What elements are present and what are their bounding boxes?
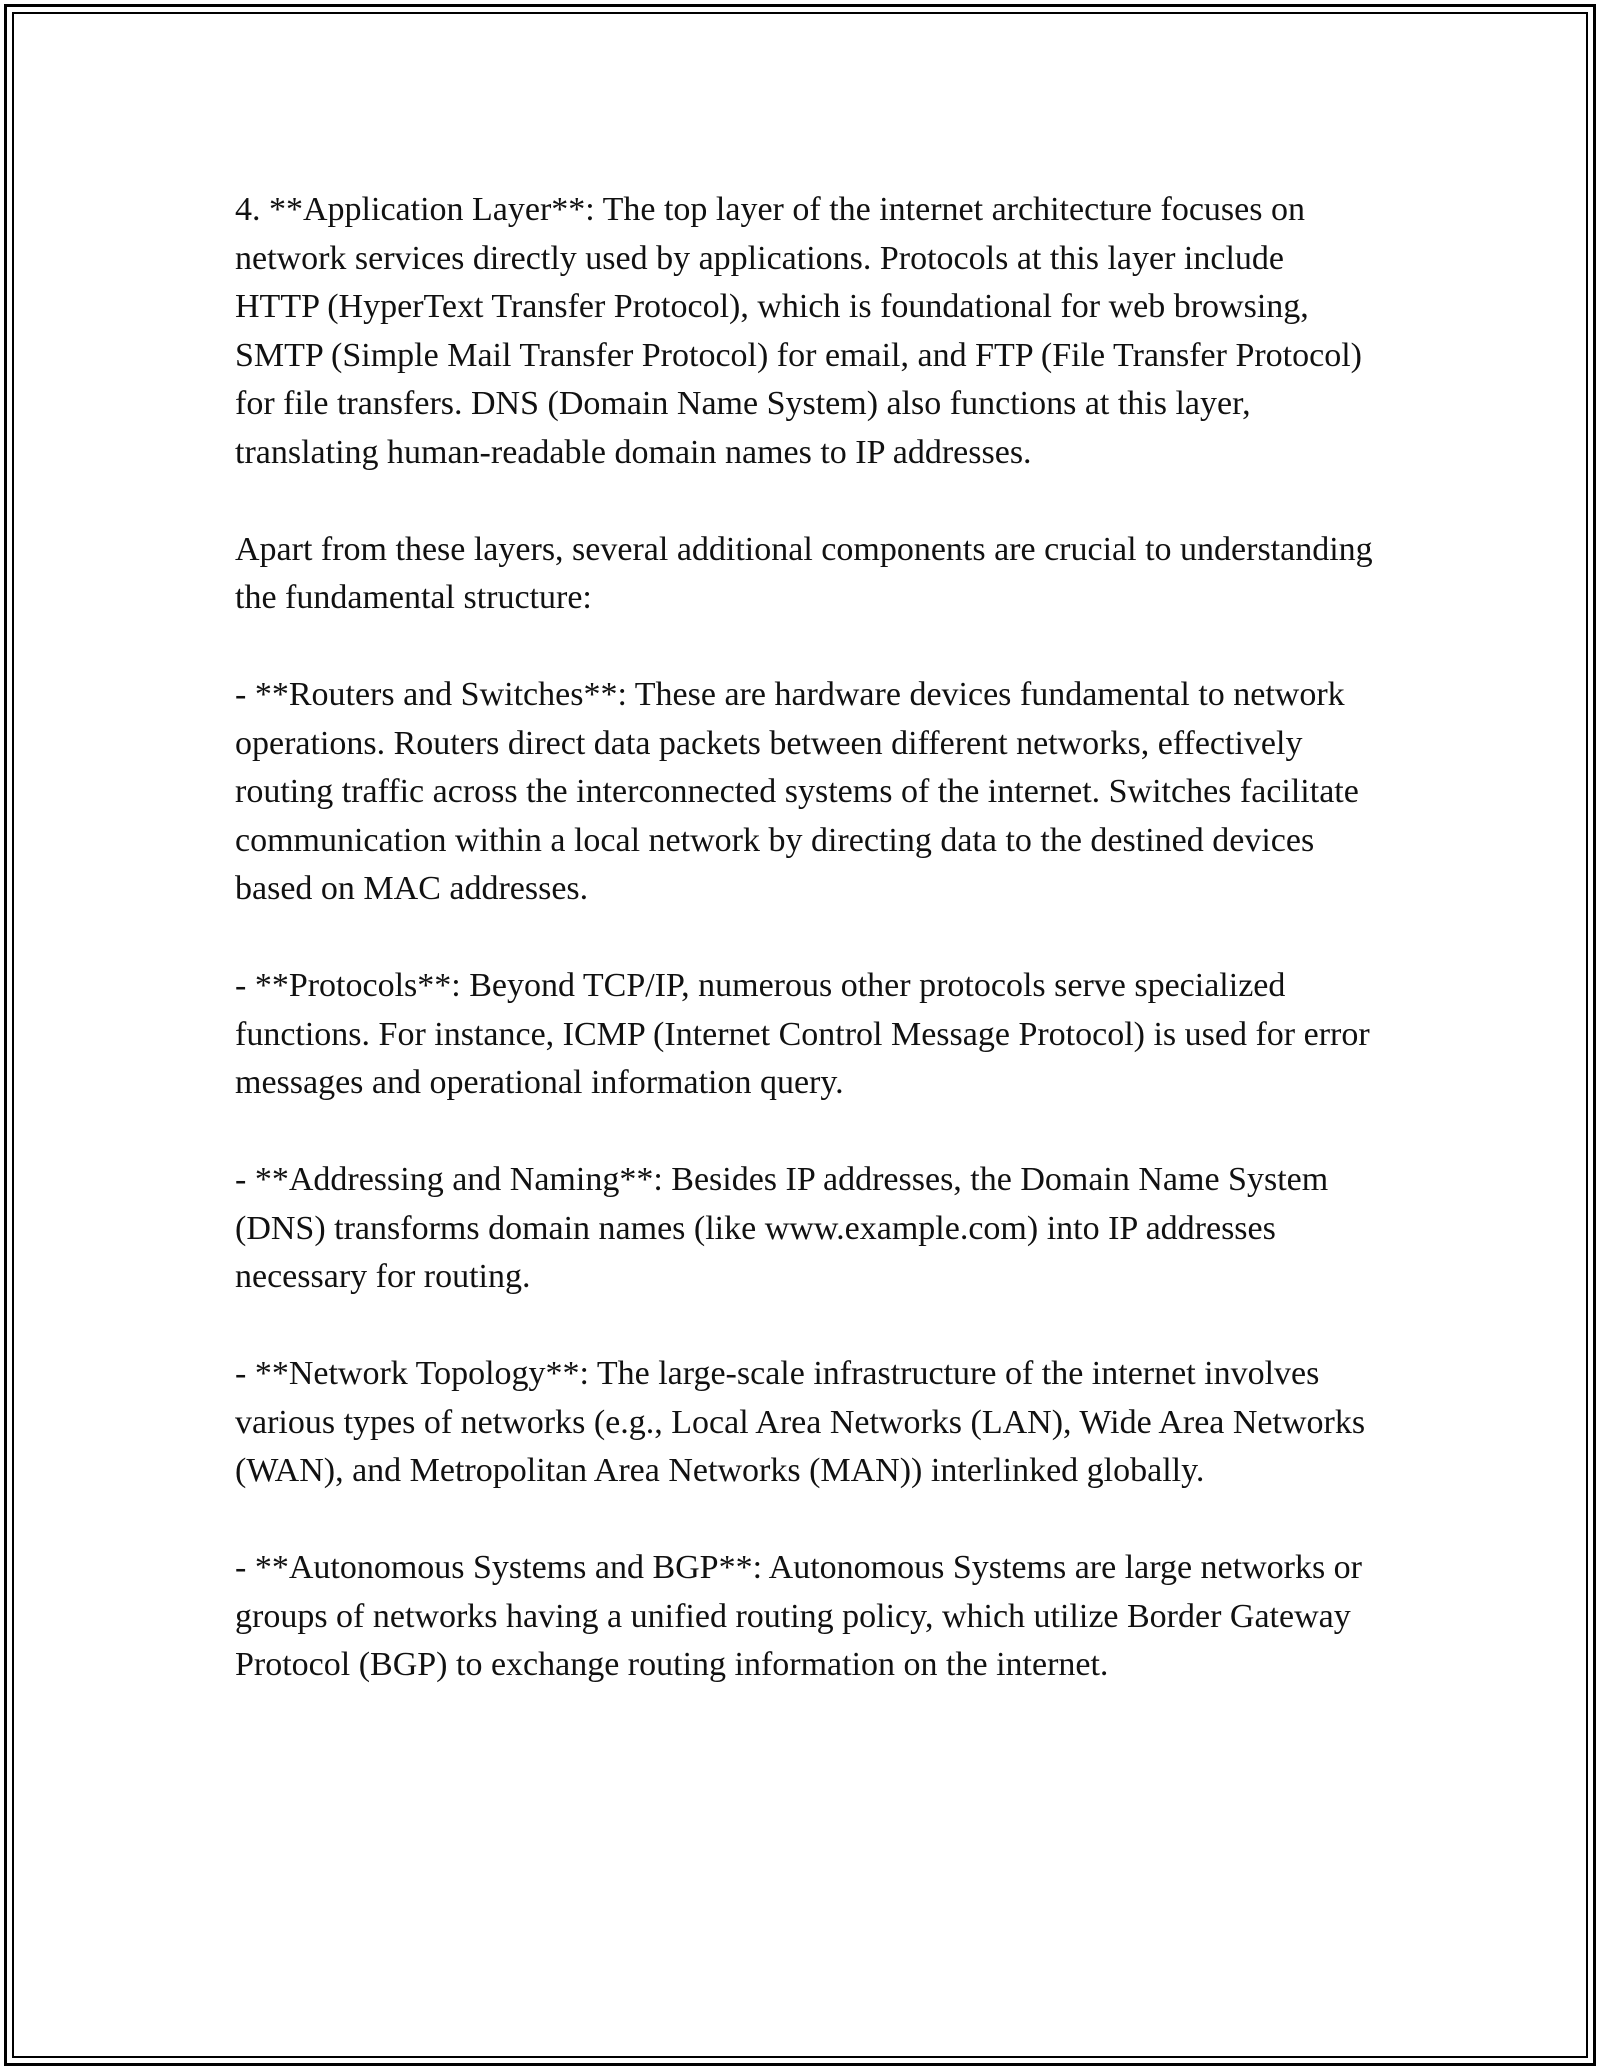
document-body [235,186,1375,1690]
paragraph-application-layer: 4. **Application Layer**: The top layer of the internet architecture focuses on network services directly used by applications. Protocols at this layer include HTTP (HyperText Transfer Protocol), which is foundational for web browsing, SMTP (Simple Mail Transfer Protocol) for email, and FTP (File Transfer Protocol) for file transfers. DNS (Domain Name System) also functions at this layer, translating human-readable domain names to IP addresses. [235,191,1362,471]
list-item-routers-switches: - **Routers and Switches**: These are hardware devices fundamental to network operations. Routers direct data packets between different networks, effectively routing traffic across the interconnected systems of the internet. Switches facilitate communication within a local network by directing data to the destined devices based on MAC addresses. [235,676,1359,907]
list-item-protocols: - **Protocols**: Beyond TCP/IP, numerous other protocols serve specialized functions. For instance, ICMP (Internet Control Message Protocol) is used for error messages and operational information query. [235,967,1370,1101]
list-item-addressing-naming: - **Addressing and Naming**: Besides IP addresses, the Domain Name System (DNS) transforms domain names (like www.example.com) into IP addresses necessary for routing. [235,1161,1329,1295]
list-item-autonomous-systems-bgp: - **Autonomous Systems and BGP**: Autonomous Systems are large networks or groups of networks having a unified routing policy, which utilize Border Gateway Protocol (BGP) to exchange routing information on the internet. [235,1549,1362,1683]
list-item-network-topology: - **Network Topology**: The large-scale infrastructure of the internet involves various types of networks (e.g., Local Area Networks (LAN), Wide Area Networks (WAN), and Metropolitan Area Networks (MAN)) interlinked globally. [235,1355,1366,1489]
paragraph-additional-components-intro: Apart from these layers, several additional components are crucial to understanding the fundamental structure: [235,530,1373,616]
